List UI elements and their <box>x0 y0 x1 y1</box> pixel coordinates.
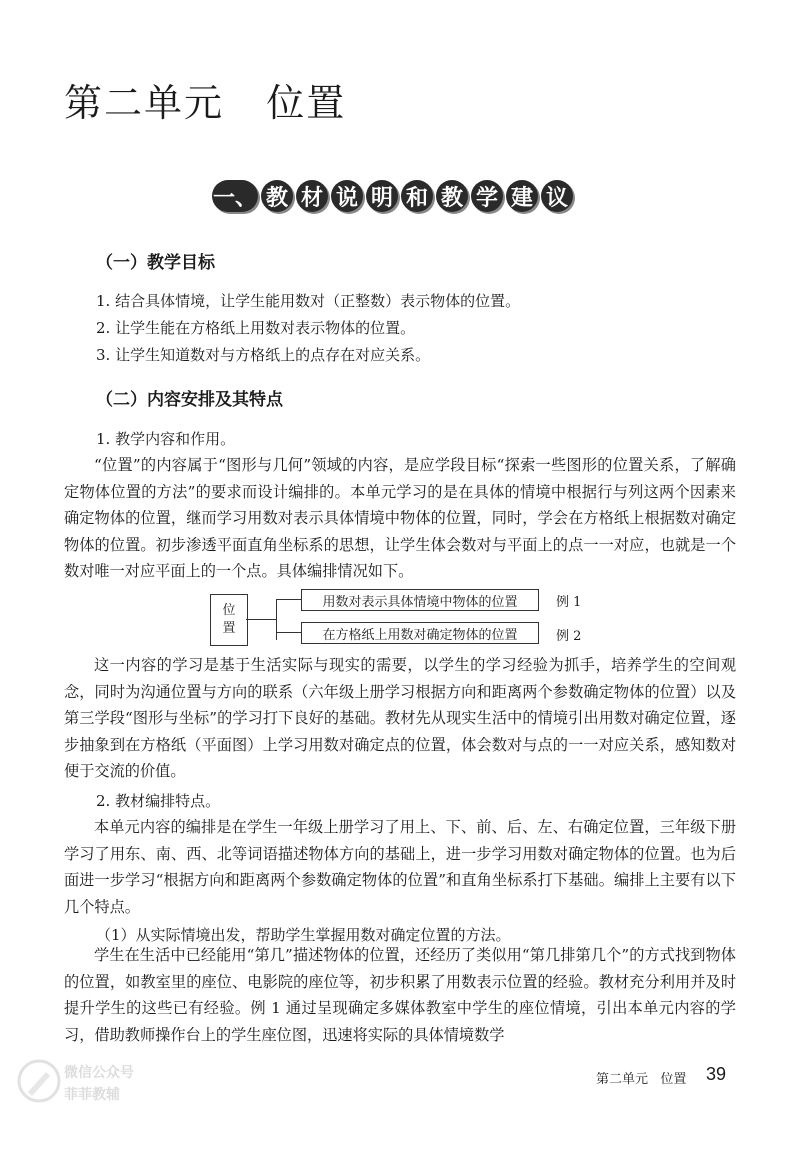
paragraph: 这一内容的学习是基于生活实际与现实的需要，以学生的学习经验为抓手，培养学生的空间观念，同时为沟通位置与方向的联系（六年级上册学习根据方向和距离两个参数确定物体的位置）以及第三学段“图形与坐标”的学习打下良好的基础。教材先从现实生活中的情境引出用数对确定位置，逐步抽象到在方格纸（平面图）上学习用数对确定点的位置，体会数对与点的一一对应关系，感知数对便于交流的价值。 <box>64 656 736 781</box>
example-label: 例 2 <box>556 629 582 644</box>
watermark-text: 菲菲教辅 <box>64 1087 120 1103</box>
banner-char: 建 <box>506 180 538 212</box>
banner-char: 明 <box>366 180 398 212</box>
banner-char: 学 <box>471 180 503 212</box>
subheading: 2. 教材编排特点。 <box>96 792 221 810</box>
connector-line <box>276 599 277 640</box>
section-heading-content: （二）内容安排及其特点 <box>96 390 283 410</box>
connector-line <box>246 619 276 620</box>
section-banner <box>212 174 576 218</box>
subheading: （1）从实际情境出发，帮助学生掌握用数对确定位置的方法。 <box>96 926 511 944</box>
subheading: 1. 教学内容和作用。 <box>96 430 236 448</box>
goal-item: 3. 让学生知道数对与方格纸上的点存在对应关系。 <box>96 346 431 364</box>
paragraph: “位置”的内容属于“图形与几何”领域的内容，是应学段目标“探索一些图形的位置关系，了解确定物体位置的方法”的要求而设计编排的。本单元学习的是在具体的情境中根据行与列这两个因素来确定物体的位置，继而学习用数对表示具体情境中物体的位置，同时，学会在方格纸上根据数对确定物体的位置。初步渗透平面直角坐标系的思想，让学生体会数对与平面上的点一一对应，也就是一个数对唯一对应平面上的一个点。具体编排情况如下。 <box>64 456 736 581</box>
watermark-text: 微信公众号 <box>64 1065 134 1081</box>
banner-char: 一、 <box>212 180 258 212</box>
banner-char: 说 <box>331 180 363 212</box>
banner-char: 材 <box>296 180 328 212</box>
paragraph: 本单元内容的编排是在学生一年级上册学习了用上、下、前、后、左、右确定位置，三年级下册学习了用东、南、西、北等词语描述物体方向的基础上，进一步学习用数对确定物体的位置。也为后面进一步学习“根据方向和距离两个参数确定物体的位置”和直角坐标系打下基础。编排上主要有以下几个特点。 <box>64 818 736 916</box>
paragraph: 学生在生活中已经能用“第几”描述物体的位置，还经历了类似用“第几排第几个”的方式找到物体的位置，如教室里的座位、电影院的座位等，初步积累了用数表示位置的经验。教材充分利用并及时提升学生的这些已有经验。例 1 通过呈现确定多媒体教室中学生的座位情境，引出本单元内容的学习，借助教师操作台上的学生座位图，迅速将实际的具体情境数学 <box>64 946 736 1044</box>
goal-item: 2. 让学生能在方格纸上用数对表示物体的位置。 <box>96 319 416 337</box>
page-number: 39 <box>706 1064 727 1084</box>
pencil-icon <box>16 1058 62 1104</box>
chapter-title: 第二单元 位置 <box>64 81 347 125</box>
connector-line <box>276 599 301 600</box>
section-heading-goals: （一）教学目标 <box>96 253 215 273</box>
diagram-branch-box: 在方格纸上用数对确定物体的位置 <box>301 622 539 644</box>
example-label: 例 1 <box>556 595 582 610</box>
diagram-root-text: 置 <box>222 621 236 636</box>
footer-chapter: 第二单元 位置 <box>596 1072 687 1087</box>
diagram-root-text: 位 <box>222 603 236 618</box>
watermark <box>16 1054 166 1114</box>
banner-char: 议 <box>541 180 573 212</box>
banner-char: 和 <box>401 180 433 212</box>
banner-char: 教 <box>436 180 468 212</box>
banner-char: 教 <box>261 180 293 212</box>
diagram-root-box <box>210 594 248 646</box>
goal-item: 1. 结合具体情境，让学生能用数对（正整数）表示物体的位置。 <box>96 292 521 310</box>
connector-line <box>276 632 301 633</box>
diagram-branch-box: 用数对表示具体情境中物体的位置 <box>301 589 539 611</box>
